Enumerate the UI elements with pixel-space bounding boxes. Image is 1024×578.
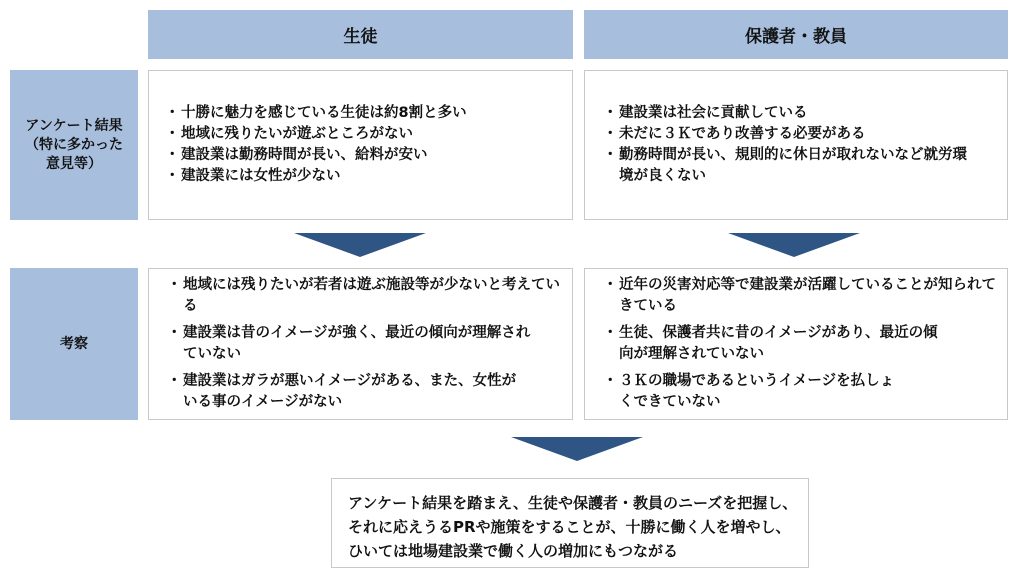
list-item: ・ 勤務時間が長い、規則的に休日が取れないなど就労環境が良くない	[603, 145, 973, 187]
row-label-survey-line: アンケート結果	[25, 117, 123, 134]
row-label-analysis	[10, 268, 138, 420]
conclusion-line: アンケート結果を踏まえ、生徒や保護者・教員のニーズを把握し、	[348, 494, 798, 512]
list-item: ・ 建設業は勤務時間が長い、給料が安い	[165, 145, 556, 166]
list-item: ・ 近年の災害対応等で建設業が活躍していることが知られてきている	[603, 275, 998, 317]
list-item: ・ 地域に残りたいが遊ぶところがない	[165, 124, 556, 145]
conclusion-line: ひいては地場建設業で働く人の増加にもつながる	[348, 542, 679, 560]
row-label-survey-line: 意見等）	[46, 155, 102, 172]
survey-students-list	[165, 103, 556, 187]
header-guardians-teachers-label: 保護者・教員	[745, 27, 847, 47]
conclusion-box	[331, 478, 809, 568]
list-item: ・ 建設業には女性が少ない	[165, 166, 556, 187]
list-item: ・ 生徒、保護者共に昔のイメージがあり、最近の傾向が理解されていない	[603, 323, 939, 365]
conclusion-line: それに応えうるPRや施策をすることが、十勝に働く人を増やし、	[348, 518, 791, 536]
arrow-down-icon	[294, 233, 426, 257]
analysis-students-list	[167, 275, 562, 413]
header-students-label: 生徒	[343, 27, 378, 47]
list-item: ・ 建設業は社会に貢献している	[603, 103, 973, 124]
list-item: ・ ３Ｋの職場であるというイメージを払しょくできていない	[603, 371, 899, 413]
survey-guardians-list	[603, 103, 973, 187]
row-label-survey	[10, 70, 138, 220]
header-students	[148, 10, 573, 59]
survey-students-box	[148, 70, 573, 220]
list-item: ・ 十勝に魅力を感じている生徒は約8割と多い	[165, 103, 556, 124]
list-item: ・ 建設業は昔のイメージが強く、最近の傾向が理解されていない	[167, 323, 543, 365]
list-item: ・ 未だに３Ｋであり改善する必要がある	[603, 124, 973, 145]
row-label-analysis-text: 考察	[60, 335, 88, 352]
arrow-down-icon	[511, 437, 643, 461]
list-item: ・ 地域には残りたいが若者は遊ぶ施設等が少ないと考えている	[167, 275, 562, 317]
analysis-guardians-box	[584, 268, 1008, 420]
list-item: ・ 建設業はガラが悪いイメージがある、また、女性がいる事のイメージがない	[167, 371, 528, 413]
survey-guardians-box	[584, 70, 1008, 220]
arrow-down-icon	[728, 233, 860, 257]
header-guardians-teachers	[584, 10, 1008, 59]
analysis-guardians-list	[603, 275, 998, 413]
row-label-survey-line: （特に多かった	[25, 136, 123, 153]
analysis-students-box	[148, 268, 573, 420]
